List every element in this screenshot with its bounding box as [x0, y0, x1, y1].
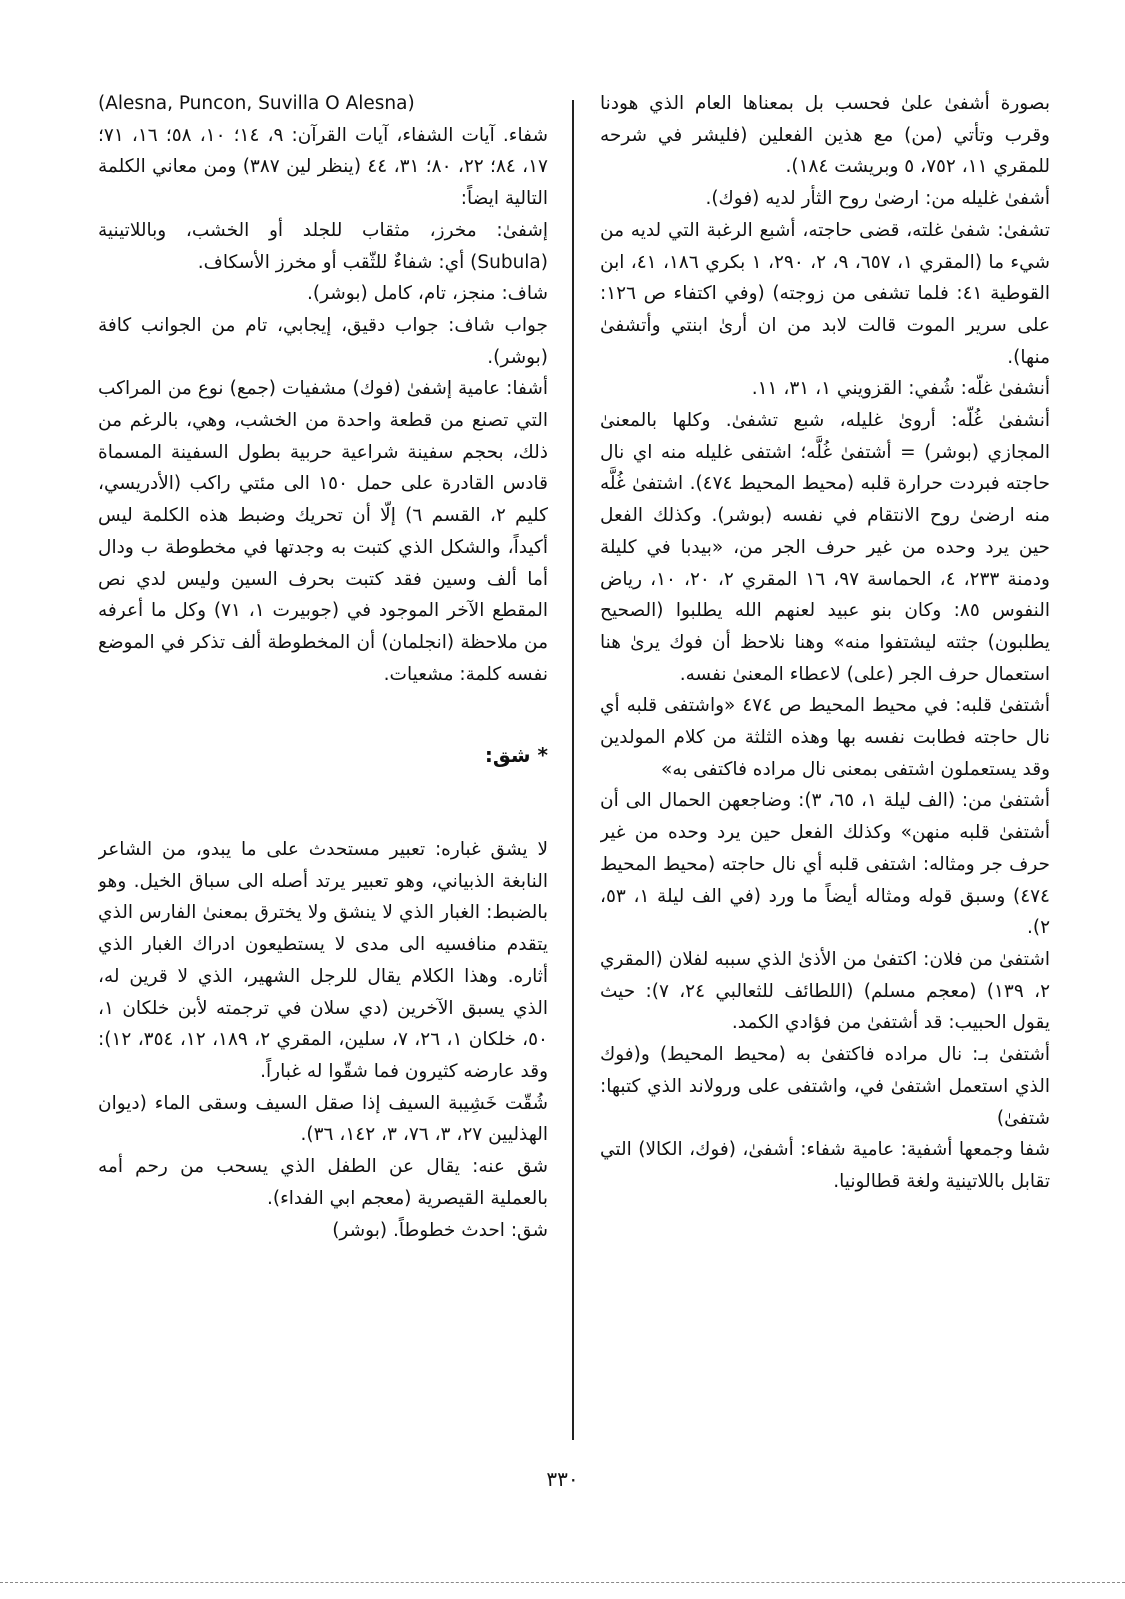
right-column	[600, 88, 1050, 1198]
entry-paragraph: بصورة أشفىٰ علىٰ فحسب بل بمعناها العام الذي هودنا وقرب وتأتي (من) مع هذين الفعلين (فليشر في شرحه للمقري ١١، ٧٥٢، ٥ وبريشت ١٨٤).	[600, 93, 1050, 178]
entry-paragraph: شق عنه: يقال عن الطفل الذي يسحب من رحم أمه بالعملية القيصرية (معجم ابي الفداء).	[98, 1156, 548, 1209]
entry-paragraph: شاف: منجز، تام، كامل (بوشر).	[307, 283, 548, 305]
entry-paragraph: شُقّت خَشِيبة السيف إذا صقل السيف وسقى الماء (ديوان الهذليين ٢٧، ٣، ٧٦، ٣، ١٤٢، ٣٦).	[98, 1092, 548, 1146]
entry-paragraph: أنشفىٰ غُلّه: أروىٰ غليله، شبع تشفىٰ. وكلها بالمعنىٰ المجازي (بوشر) = أشتفىٰ غُلَّه؛ اشتفى غليله منه اي نال حاجته فبردت حرارة قلبه (محيط المحيط ٤٧٤). اشتفىٰ غُلَّه منه ارضىٰ روح الانتقام في نفسه (بوشر). وكذلك الفعل حين يرد وحده من غير حرف الجر من، «بيدبا في كليلة ودمنة ٢٣٣، ٤، الحماسة ٩٧، ١٦ المقري ٢، ٢٠، ١٠، رياض النفوس ٨٥: وكان بنو عبيد لعنهم الله يطلبوا (الصحيح يطلبون) جثته ليشتفوا منه» وهنا نلاحظ أن فوك يرىٰ هنا استعمال حرف الجر (على) لاعطاء المعنىٰ نفسه.	[600, 410, 1050, 685]
entry-paragraph: شفا وجمعها أشفية: عامية شفاء: أشفىٰ، (فوك، الكالا) التي تقابل باللاتينية ولغة قطالونيا.	[600, 1139, 1050, 1192]
entry-paragraph: شفاء. آيات الشفاء، آيات القرآن: ٩، ١٤؛ ١٠، ٥٨؛ ١٦، ٧١؛ ١٧، ٨٤؛ ٢٢، ٨٠؛ ٣١، ٤٤ (ينظر لين ٣٨٧) ومن معاني الكلمة التالية ايضاً:	[98, 124, 548, 210]
entry-paragraph: لا يشق غباره: تعبير مستحدث على ما يبدو، من الشاعر النابغة الذبياني، وهو تعبير يرتد أصله الى سباق الخيل. وهو بالضبط: الغبار الذي لا ينشق ولا يخترق بمعنىٰ الفارس الذي يتقدم منافسيه الى مدى لا يستطيعون ادراك الغبار الذي أثاره. وهذا الكلام يقال للرجل الشهير، الذي لا قرين له، الذي يسبق الآخرين (دي سلان في ترجمته لأبن خلكان ١، ٥٠، خلكان ١، ٢٦، ٧، سلين، المقري ٢، ١٨٩، ١٢، ٣٥٤، ١٢): وقد عارضه كثيرون فما شقّوا له غباراً.	[98, 839, 548, 1082]
entry-paragraph: إشفىٰ: مخرز، مثقاب للجلد أو الخشب، وباللاتينية (Subula) أي: شفاءٌ للثّقب أو مخرز الأسكاف.	[98, 219, 548, 273]
entry-paragraph: جواب شاف: جواب دقيق، إيجابي، تام من الجوانب كافة (بوشر).	[98, 314, 548, 368]
column-divider	[572, 100, 574, 1440]
entry-paragraph: أنشفىٰ غلّه: شُفي: القزويني ١، ٣١، ١١.	[751, 378, 1050, 400]
latin-term-line: (Alesna, Puncon, Suvilla O Alesna)	[98, 93, 415, 114]
section-heading: * شق:	[484, 743, 548, 768]
entry-paragraph: أشفا: عامية إشفىٰ (فوك) مشفيات (جمع) نوع من المراكب التي تصنع من قطعة واحدة من الخشب، وهي، بالرغم من ذلك، بحجم سفينة شراعية حربية بطول السفينة المسماة قادس القادرة على حمل ١٥٠ الى مئتي راكب (الأدريسي، كليم ٢، القسم ٦) إلّا أن تحريك وضبط هذه الكلمة ليس أكيداً، والشكل الذي كتبت به وجدتها في مخطوطة ب ودال أما ألف وسين فقد كتبت بحرف السين وليس لدي نص المقطع الآخر الموجود في (جوبيرت ١، ٧١) وكل ما أعرفه من ملاحظة (انجلمان) أن المخطوطة ألف تذكر في الموضع نفسه كلمة: مشعيات.	[98, 378, 548, 685]
entry-paragraph: أشتفىٰ بـ: نال مراده فاكتفىٰ به (محيط المحيط) و(فوك الذي استعمل اشتفىٰ في، واشتفى على ورولاند الذي كتبها: شتفىٰ)	[600, 1044, 1050, 1129]
page-number: ٣٣٠	[546, 1467, 579, 1491]
entry-paragraph: أشتفىٰ من: (الف ليلة ١، ٦٥، ٣): وضاجعهن الحمال الى أن أشتفىٰ قلبه منهن» وكذلك الفعل حين يرد وحده من غير حرف جر ومثاله: اشتفى قلبه أي نال حاجته (محيط المحيط ٤٧٤) وسبق قوله ومثاله أيضاً ما ورد (في الف ليلة ١، ٥٣، ٢).	[600, 790, 1050, 939]
entry-paragraph: أشتفىٰ قلبه: في محيط المحيط ص ٤٧٤ «واشتفى قلبه أي نال حاجته فطابت نفسه بها وهذه الثلثة من كلام المولدين وقد يستعملون اشتفى بمعنى نال مراده فاكتفى به»	[600, 695, 1050, 780]
left-column	[98, 88, 548, 1246]
entry-paragraph: اشتفىٰ من فلان: اكتفىٰ من الأذىٰ الذي سببه لفلان (المقري ٢، ١٣٩) (معجم مسلم) (اللطائف للثعالبي ٢٤، ٧): حيث يقول الحبيب: قد أشتفىٰ من فؤادي الكمد.	[600, 948, 1050, 1034]
entry-paragraph: أشفىٰ غليله من: ارضىٰ روح الثأر لديه (فوك).	[705, 188, 1050, 210]
entry-paragraph: تشفىٰ: شفىٰ غلته، قضى حاجته، أشبع الرغبة التي لديه من شيء ما (المقري ١، ٦٥٧، ٩، ٢، ٢٩٠، ١ بكري ١٨٦، ٤١، ابن القوطية ٤١: فلما تشفى من زوجته) (وفي اكتفاء ص ١٢٦: على سرير الموت قالت لابد من ان أرىٰ ابنتي وأتشفىٰ منها).	[600, 219, 1050, 368]
entry-paragraph: شق: احدث خطوطاً. (بوشر)	[332, 1219, 548, 1241]
bottom-rule	[0, 1582, 1125, 1583]
